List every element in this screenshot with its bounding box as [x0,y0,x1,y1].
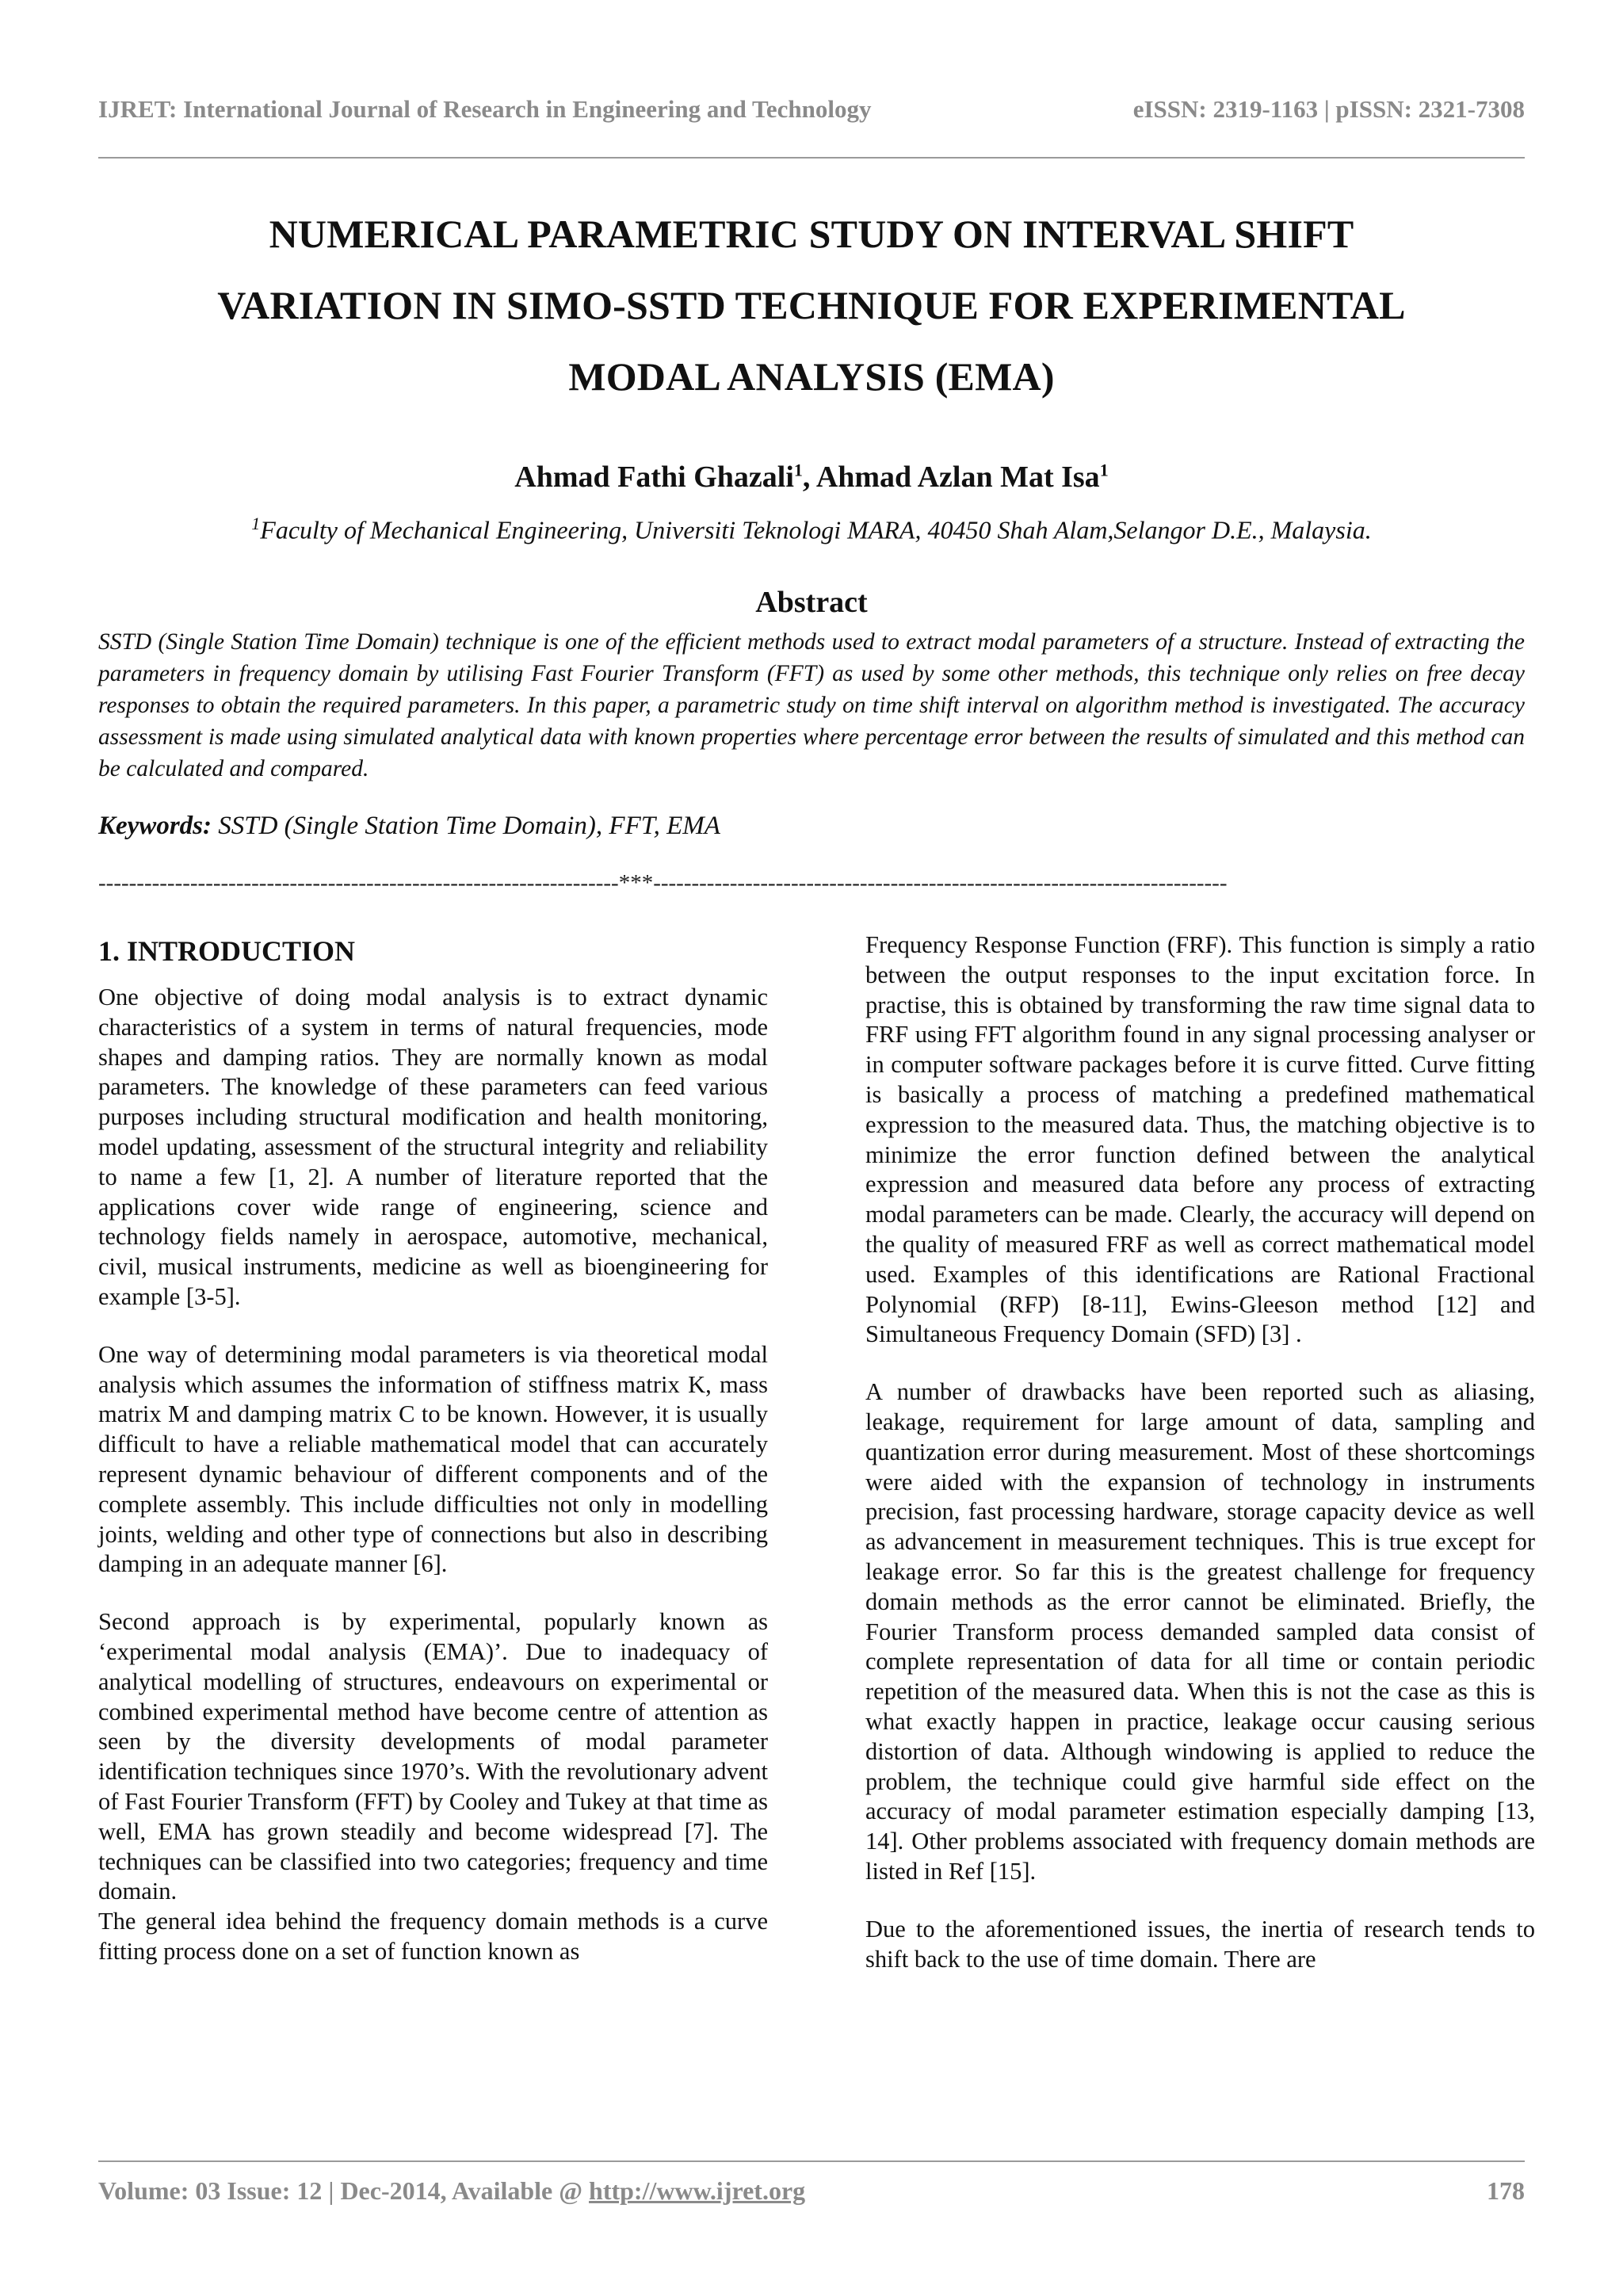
affiliation-mark: 1 [251,514,261,533]
right-column [865,930,1535,2002]
keywords-label: Keywords: [98,812,212,840]
paragraph: Due to the aforementioned issues, the inertia of research tends to shift back to the use of time domain. There are [865,1915,1535,1973]
affiliation-text: Faculty of Mechanical Engineering, Universiti Teknologi MARA, 40450 Shah Alam,Selangor D.E., Malaysia. [260,515,1372,544]
title-line-3: MODAL ANALYSIS (EMA) [568,354,1055,399]
author-affil-mark: 1 [793,460,803,480]
section-heading: 1. INTRODUCTION [98,935,356,967]
paragraph: A number of drawbacks have been reported such as aliasing, leakage, requirement for large amount of data, sampling and quantization error during measurement. Most of these shortcomings were aided with the expansion of technology in instruments precision, fast processing hardware, storage capacity device as well as advancement in measurement techniques. This is true except for leakage error. So far this is the greatest challenge for frequency domain methods as the error cannot be eliminated. Briefly, the Fourier Transform process demanded sampled data consist of complete representation of data for all time or contain periodic repetition of the measured data. When this is not the case as this is what exactly happen in practice, leakage occur causing serious distortion of data. Although windowing is applied to reduce the problem, the technique could give harmful side effect on the accuracy of modal parameter estimation especially damping [13, 14]. Other problems associated with frequency domain methods are listed in Ref [15]. [865,1378,1535,1885]
left-column [98,930,768,1995]
volume-info: Volume: 03 Issue: 12 | Dec-2014, Available @ [98,2176,590,2205]
paragraph: Second approach is by experimental, popularly known as ‘experimental modal analysis (EMA)’. Due to inadequacy of analytical modelling of structures, endeavours on experimental or combined experimental method have become centre of attention as seen by the diversity developments of modal parameter identification techniques since 1970’s. With the revolutionary advent of Fast Fourier Transform (FFT) by Cooley and Tukey at that time as well, EMA has grown steadily and become widespread [7]. The techniques can be classified into two categories; frequency and time domain. [98,1608,768,1905]
author-name: Ahmad Azlan Mat Isa [815,460,1100,494]
header-rule [98,157,1525,159]
paragraph: The general idea behind the frequency domain methods is a curve fitting process done on a set of function known as [98,1908,768,1965]
keywords-text: SSTD (Single Station Time Domain), FFT, EMA [212,812,720,840]
journal-name: IJRET: International Journal of Research in Engineering and Technology [98,95,872,123]
journal-link[interactable]: http://www.ijret.org [589,2176,806,2205]
title-line-2: VARIATION IN SIMO-SSTD TECHNIQUE FOR EXPERIMENTAL [217,283,1406,327]
page-header [98,95,1525,135]
paragraph: Frequency Response Function (FRF). This function is simply a ratio between the output responses to the input excitation force. In practise, this is obtained by transforming the raw time signal data to FRF using FFT algorithm found in any signal processing analyser or in computer software packages before it is curve fitted. Curve fitting is basically a process of matching a predefined mathematical expression to the measured data. Thus, the matching objective is to minimize the error function defined between the analytical expression and measured data before any process of extracting modal parameters can be made. Clearly, the accuracy will depend on the quality of measured FRF as well as correct mathematical model used. Examples of this identifications are Rational Fractional Polynomial (RFP) [8-11], Ewins-Gleeson method [12] and Simultaneous Frequency Domain (SFD) [3] . [865,931,1535,1348]
abstract-heading: Abstract [755,586,868,619]
footer-rule [98,2160,1525,2162]
issn-info: eISSN: 2319-1163 | pISSN: 2321-7308 [1132,95,1525,123]
page-number: 178 [1487,2176,1525,2205]
page-footer [98,2176,1525,2216]
affiliation [98,514,1525,545]
paper-title [98,198,1525,412]
author-list [98,460,1525,495]
author-separator: , [802,460,816,494]
footer-volume [98,2176,805,2206]
keywords [98,812,1525,841]
abstract-text: SSTD (Single Station Time Domain) technique is one of the efficient methods used to extract modal parameters of a structure. Instead of extracting the parameters in frequency domain by utilising Fast Fourier Transform (FFT) as used by some other methods, this technique only relies on free decay responses to obtain the required parameters. In this paper, a parametric study on time shift interval on algorithm method is investigated. The accuracy assessment is made using simulated analytical data with known properties where percentage error between the results of simulated and this method can be calculated and compared. [98,629,1525,781]
paragraph: One way of determining modal parameters is via theoretical modal analysis which assumes the information of stiffness matrix K, mass matrix M and damping matrix C to be known. However, it is usually difficult to have a reliable mathematical model that can accurately represent dynamic behaviour of different components and of the complete assembly. This include difficulties not only in modelling joints, welding and other type of connections but also in describing damping in an adequate manner [6]. [98,1340,768,1578]
author-affil-mark: 1 [1099,460,1109,480]
author-name: Ahmad Fathi Ghazali [514,460,794,494]
paragraph: One objective of doing modal analysis is to extract dynamic characteristics of a system in terms of natural frequencies, mode shapes and damping ratios. They are normally known as modal parameters. The knowledge of these parameters can feed various purposes including structural modification and health monitoring, model updating, assessment of the structural integrity and reliability to name a few [1, 2]. A number of literature reported that the applications cover wide range of engineering, science and technology fields namely in aerospace, automotive, mechanical, civil, musical instruments, medicine as well as bioengineering for example [3-5]. [98,984,768,1310]
title-line-1: NUMERICAL PARAMETRIC STUDY ON INTERVAL SHIFT [269,212,1354,256]
section-separator: --------------------------------------------------------------------***--------------------------------------------------------------------------- [98,870,1228,896]
